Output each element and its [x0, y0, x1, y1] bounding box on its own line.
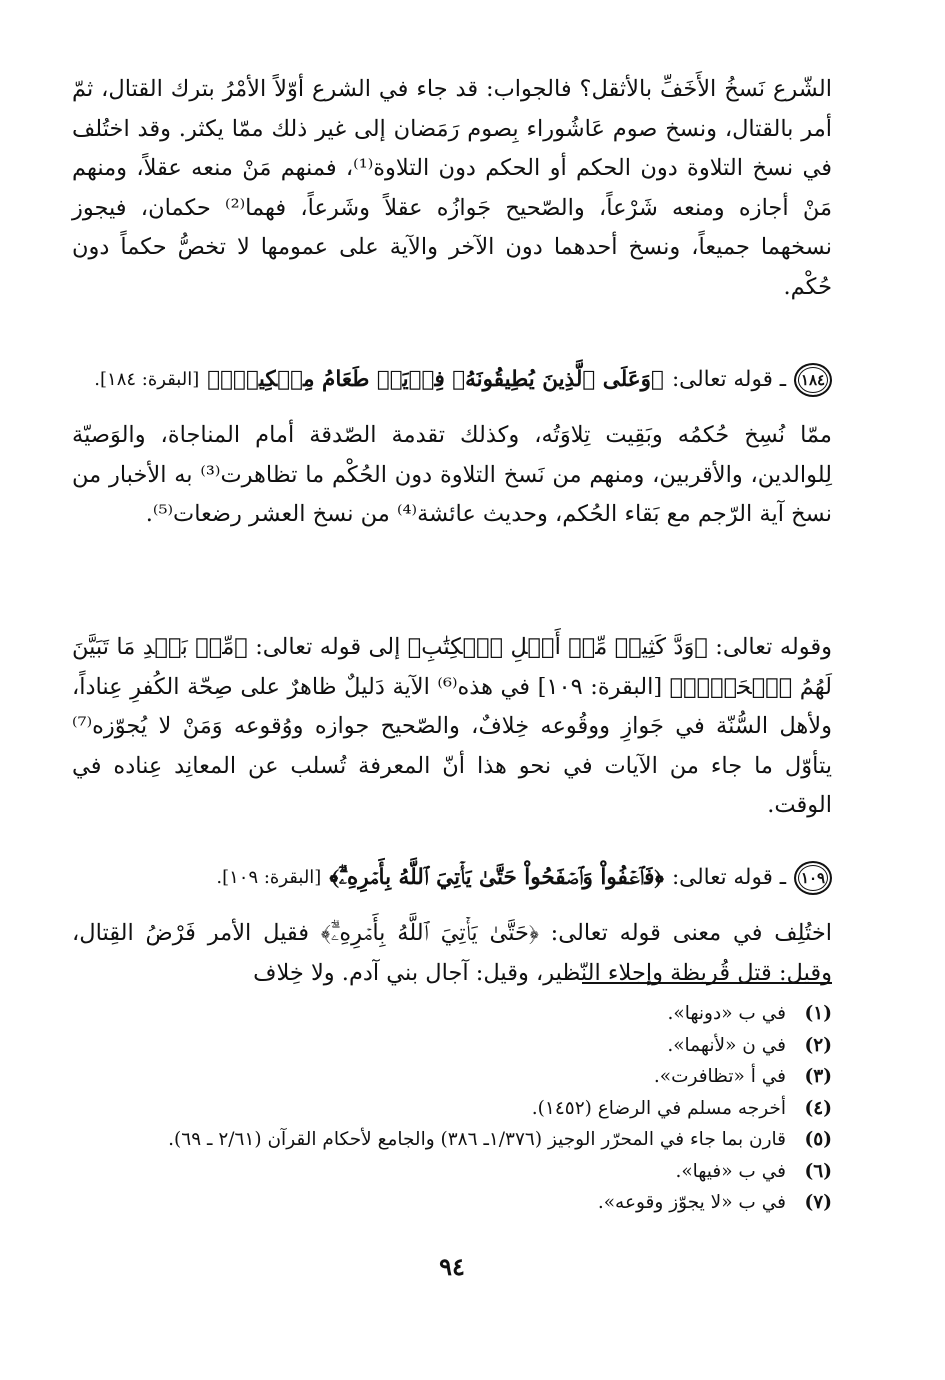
footnote-text: في ن «لأنهما».: [667, 1034, 786, 1056]
verse-intro: ـ قوله تعالى:: [671, 367, 786, 392]
verse-reference: [البقرة: ١٨٤].: [94, 369, 200, 390]
footnote-item: [72, 1156, 832, 1188]
verse-heading-184: [72, 356, 832, 404]
footnote-divider: [582, 982, 832, 984]
footnote-item: [72, 1030, 832, 1062]
paragraph-3: وقوله تعالى: ﴿وَدَّ كَثِيرٞ مِّنۡ أَهۡلِ ٱلۡكِتَٰبِ﴾ إلى قوله تعالى: ﴿مِّنۢ بَعۡدِ مَا تَبَيَّنَ لَهُمُ ٱلۡحَقُّۖ﴾ [البقرة: ١٠٩] في هذه⁽⁶⁾ الآية دَليلٌ ظاهرٌ على صِحّة الكُفرِ عِناداً، ولأهل السُّنّة في جَوازِ ووقُوعه خِلافٌ، والصّحيح جوازه ووُقوعه وَمَنْ لا يُجوّزه⁽⁷⁾ يتأوّل ما جاء من الآيات في نحو هذا أنّ المعرفة تُسلب عن المعانِد عِناده في الوقت.: [72, 634, 832, 818]
footnote-item: [72, 1061, 832, 1093]
footnote-number: (٧): [804, 1192, 832, 1213]
footnote-text: في ب «دونها».: [667, 1003, 786, 1024]
paragraph-1: الشّرع نَسخُ الأَخَفِّ بالأثقل؟ فالجواب: قد جاء في الشرع أوّلاً الأمْرُ بترك القتال، ثمّ أمر بالقتال، ونسخ صوم عَاشُوراء بِصوم رَمَضان إلى غير ذلك ممّا يكثر. وقد اختُلف في نسخ التلاوة دون الحكم أو الحكم دون التلاوة⁽¹⁾، فمنهم مَنْ منعه عقلاً، ومنهم مَنْ أجازه ومنعه شَرْعاً، والصّحيح جَوازُه عقلاً وشَرعاً، فهما⁽²⁾ حكمان، فيجوز نسخهما جميعاً، ونسخ أحدهما دون الآخر والآية على عمومها لا تخصُّ حكماً دون حُكْم.: [72, 76, 833, 300]
footnote-number: (١): [804, 1003, 832, 1024]
footnote-text: في ب «لا يجوّز وقوعه».: [597, 1192, 786, 1213]
paragraph-2: ممّا نُسِخ حُكمُه وبَقِيت تِلاوَتُه، وكذلك تقدمة الصّدقة أمام المناجاة، والوَصيّة لِلوالدين، والأقربين، ومنهم من نَسخ التلاوة دون الحُكْم ما تظاهرت⁽³⁾ به الأخبار من نسخ آية الرّجم مع بَقاء الحُكم، وحديث عائشة⁽⁴⁾ من نسخ العشر رضعات⁽⁵⁾.: [72, 422, 832, 527]
verse-number-badge: ١٠٩: [794, 861, 832, 895]
footnote-number: (٣): [804, 1066, 832, 1087]
page-number: ٩٤: [439, 1252, 465, 1281]
footnote-text: في أ «تظافرت».: [653, 1066, 786, 1087]
footnote-text: أخرجه مسلم في الرضاع (١٤٥٢).: [531, 1097, 786, 1119]
verse-number-badge: ١٨٤: [794, 363, 832, 397]
verse-text: ﴿فَٱعۡفُواْ وَٱصۡفَحُواْ حَتَّىٰ يَأۡتِيَ ٱللَّهُ بِأَمۡرِهِۦٓۗ﴾: [329, 865, 664, 890]
footnotes: [72, 998, 832, 1219]
verse-reference: [البقرة: ١٠٩].: [216, 867, 322, 888]
footnote-number: (٢): [804, 1034, 832, 1056]
footnote-number: (٤): [804, 1097, 832, 1119]
footnote-text: في ب «فيها».: [675, 1160, 786, 1182]
footnote-text: قارن بما جاء في المحرّر الوجيز (١/٣٧٦ـ ٣٨٦) والجامع لأحكام القرآن (٢/٦١ ـ ٦٩).: [168, 1129, 786, 1150]
footnote-item: [72, 1124, 832, 1156]
footnote-item: [72, 998, 832, 1030]
verse-intro: ـ قوله تعالى:: [671, 865, 786, 890]
footnote-item: [72, 1187, 832, 1219]
verse-heading-109: [72, 854, 832, 902]
footnote-number: (٦): [804, 1160, 832, 1182]
page: [72, 70, 832, 1370]
footnote-item: [72, 1093, 832, 1125]
verse-text: ﴿وَعَلَى ٱلَّذِينَ يُطِيقُونَهُۥ فِدۡيَةٞ طَعَامُ مِسۡكِينٖۖ﴾: [207, 367, 664, 392]
paragraph-4: اختُلِف في معنى قوله تعالى: ﴿حَتَّىٰ يَأۡتِيَ ٱللَّهُ بِأَمۡرِهِۦٓۗ﴾ فقيل الأمر فَرْضُ القِتال، وقيل: قتل قُريظة وإجلاء النّظير، وقيل: آجال بني آدم. ولا خِلاف: [72, 920, 832, 986]
footnote-number: (٥): [804, 1129, 832, 1150]
